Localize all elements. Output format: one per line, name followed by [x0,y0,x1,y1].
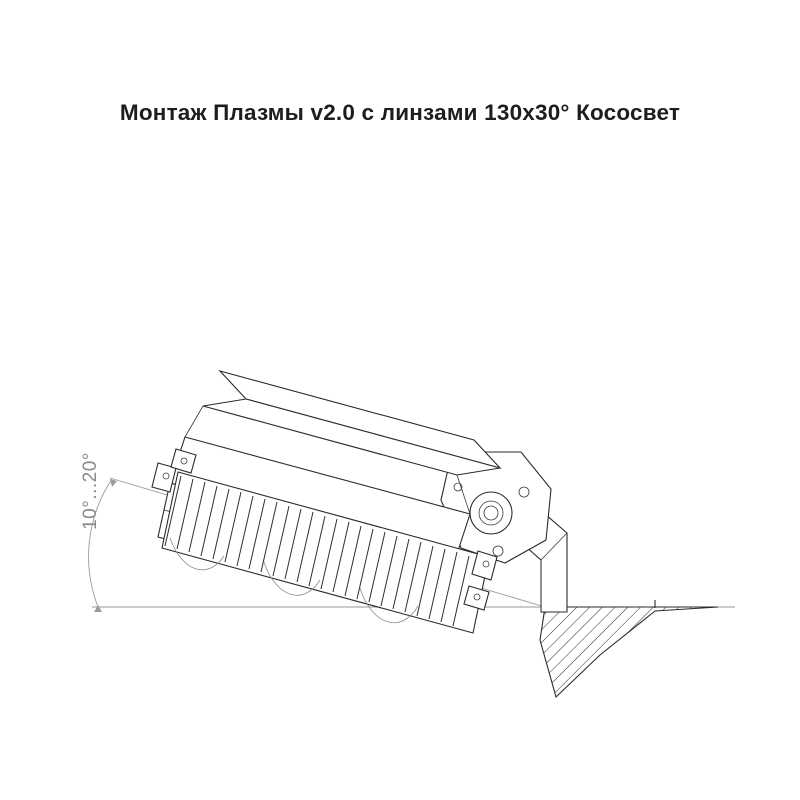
angle-dimension-label: 10°...20° [80,452,101,530]
wall-surface [540,600,718,697]
page-title: Монтаж Плазмы v2.0 с линзами 130x30° Кососвет [119,100,681,125]
